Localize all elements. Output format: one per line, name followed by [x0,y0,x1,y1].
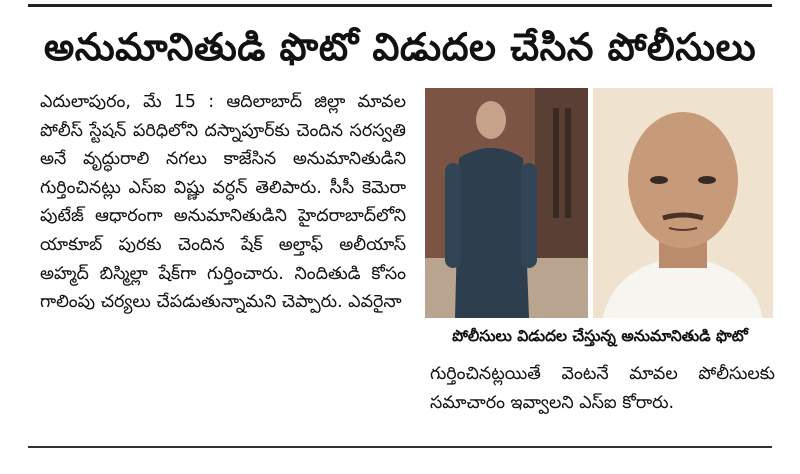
top-rule [28,4,772,7]
bottom-rule [28,446,772,448]
photo-caption: పోలీసులు విడుదల చేస్తున్న అనుమానితుడి ఫొటో [452,327,748,345]
portrait-illustration [593,88,773,318]
cctv-photo-illustration [425,88,588,318]
article-body-continued: గుర్తించినట్లయితే వెంటనే మావల పోలీసులకు సమాచారం ఇవ్వాలని ఎస్ఐ కోరారు. [430,364,775,413]
suspect-portrait-photo [593,88,773,318]
headline: అనుమానితుడి ఫొటో విడుదల చేసిన పోలీసులు [43,25,757,69]
article-body: ఎదులాపురం, మే 15 : ఆదిలాబాద్ జిల్లా మావల పోలీస్ స్టేషన్ పరిధిలోని దస్నాపూర్‌కు చెందిన సరస్వతి అనే వృద్ధురాలి నగలు కాజేసిన అనుమానితుడిని గుర్తించినట్లు ఎస్ఐ విష్ణు వర్ధన్ తెలిపారు. సీసీ కెమెరా పుటేజ్ ఆధారంగా అనుమానితుడిని హైదరాబాద్‌లోని యాకూబ్ పురకు చెందిన షేక్ అల్తాఫ్ అలీయాస్ అహ్మద్ బిస్మిల్లా షేక్‌గా గుర్తించారు. నిందితుడి కోసం గాలింపు చర్యలు చేపడుతున్నామని చెప్పారు. ఎవరైనా [40,92,406,313]
cctv-photo [425,88,588,318]
